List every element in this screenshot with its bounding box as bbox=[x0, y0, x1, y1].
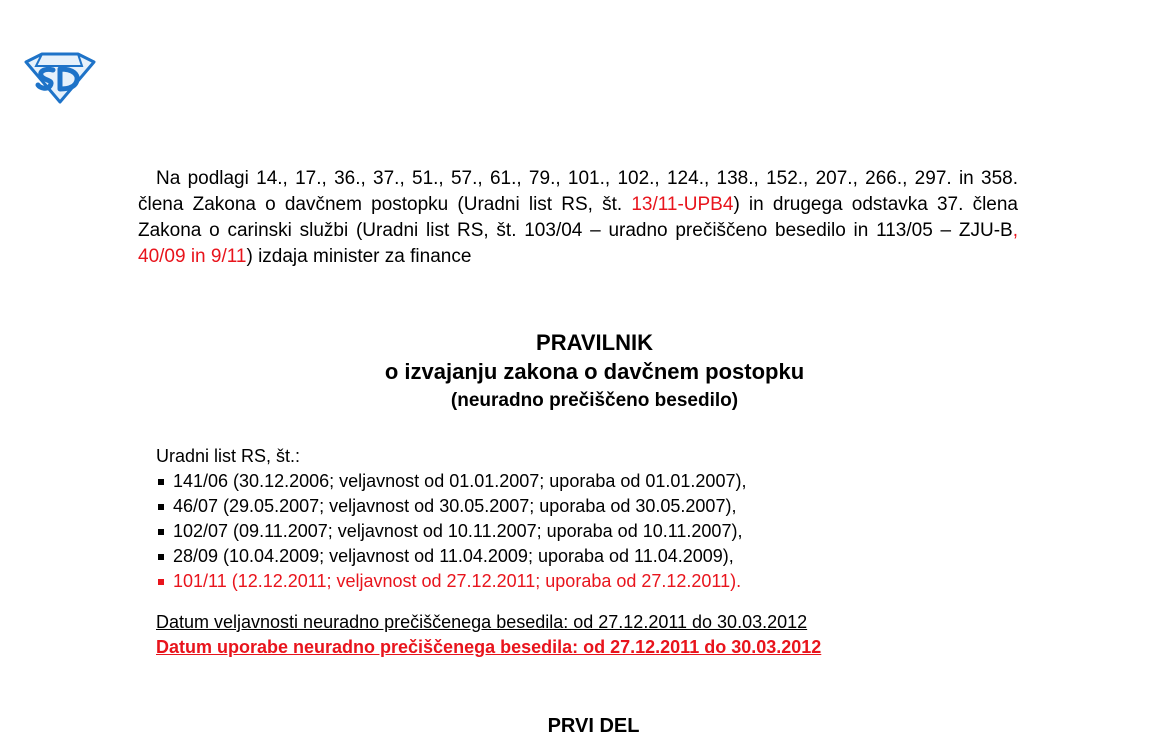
sd-logo-icon bbox=[22, 52, 96, 104]
part-heading: PRVI DEL bbox=[547, 715, 640, 737]
gazette-heading: Uradni list RS, št.: bbox=[156, 446, 301, 466]
gazette-item: 46/07 (29.05.2007; veljavnost od 30.05.2007; uporaba od 30.05.2007), bbox=[156, 494, 746, 519]
intro-paragraph bbox=[138, 166, 1018, 270]
dates-section bbox=[156, 610, 821, 660]
intro-text-2: ) in drugega odstavka 37. člena Zakona o carinski službi (Uradni list RS, št. 103/04 – uradno prečiščeno besedilo in 113/05 – ZJU-B bbox=[138, 194, 1018, 241]
validity-date-line: Datum veljavnosti neuradno prečiščenega besedila: od 27.12.2011 do 30.03.2012 bbox=[156, 612, 808, 632]
gazette-item: 28/09 (10.04.2009; veljavnost od 11.04.2009; uporaba od 11.04.2009), bbox=[156, 544, 746, 569]
gazette-item: 102/07 (09.11.2007; veljavnost od 10.11.2007; uporaba od 10.11.2007), bbox=[156, 519, 746, 544]
document-subtitle: o izvajanju zakona o davčnem postopku bbox=[384, 359, 805, 384]
intro-link-40-09-9-11[interactable]: , 40/09 in 9/11 bbox=[138, 220, 1018, 267]
intro-text-3: ) izdaja minister za finance bbox=[246, 246, 472, 267]
intro-link-13-11-upb4[interactable]: 13/11-UPB4 bbox=[631, 194, 734, 215]
gazette-item-highlighted: 101/11 (12.12.2011; veljavnost od 27.12.2011; uporaba od 27.12.2011). bbox=[156, 569, 746, 594]
document-title: PRAVILNIK bbox=[536, 330, 653, 355]
gazette-section bbox=[156, 444, 746, 594]
document-note: (neuradno prečiščeno besedilo) bbox=[450, 390, 739, 411]
application-date-line: Datum uporabe neuradno prečiščenega besedila: od 27.12.2011 do 30.03.2012 bbox=[156, 637, 822, 657]
intro-text-1: Na podlagi 14., 17., 36., 37., 51., 57., 61., 79., 101., 102., 124., 138., 152., 207., 266., 297. in 358. člena Zakona o davčnem postopku (Uradni list RS, št. bbox=[138, 168, 1018, 215]
gazette-item: 141/06 (30.12.2006; veljavnost od 01.01.2007; uporaba od 01.01.2007), bbox=[156, 469, 746, 494]
gazette-list bbox=[156, 469, 746, 594]
